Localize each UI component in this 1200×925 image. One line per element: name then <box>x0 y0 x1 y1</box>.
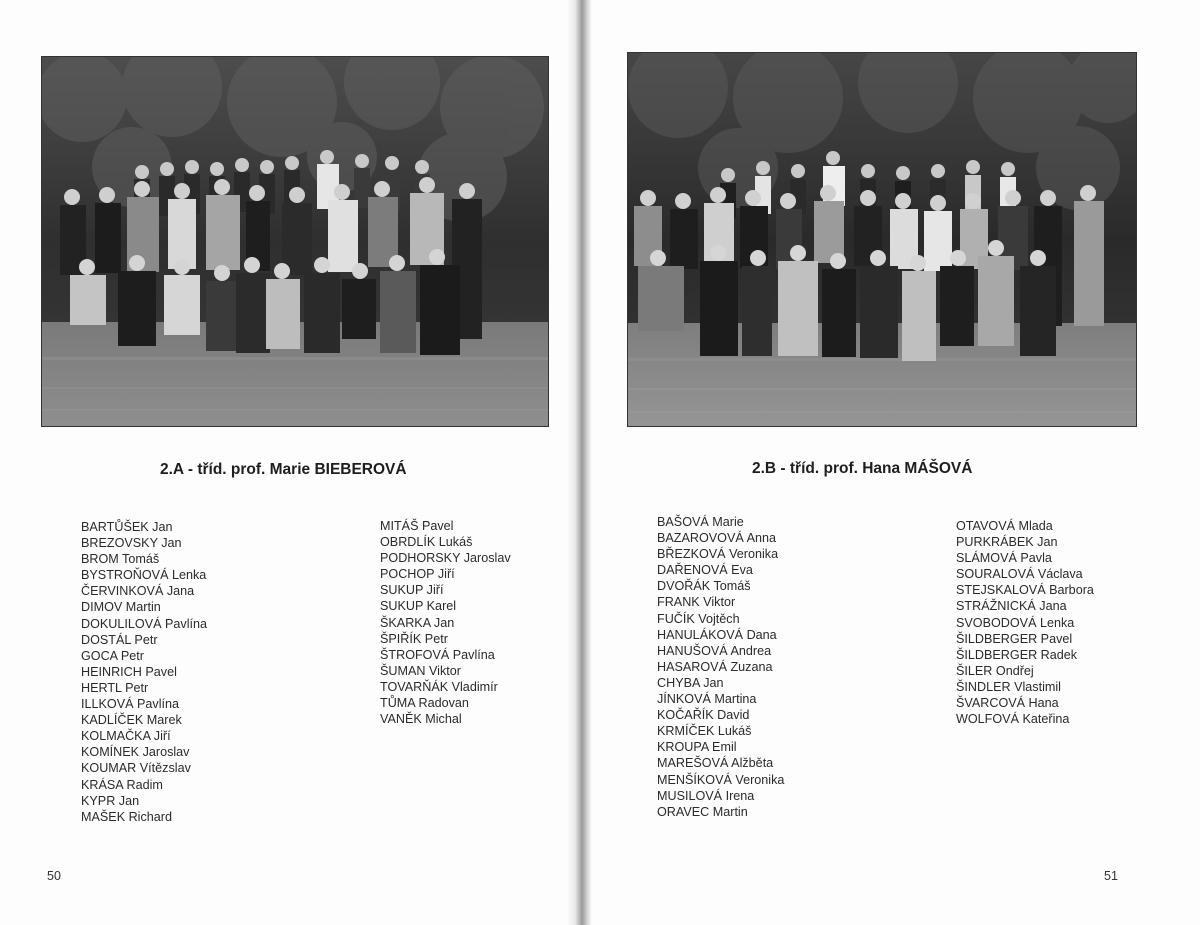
student-name: MENŠÍKOVÁ Veronika <box>657 772 785 787</box>
class-photo <box>41 56 549 427</box>
student-name: ILLKOVÁ Pavlína <box>81 697 180 712</box>
student-name: KOMÍNEK Jaroslav <box>81 745 190 760</box>
student-name: BARTŮŠEK Jan <box>81 520 173 534</box>
photo-image <box>628 53 1136 426</box>
class-photo <box>627 52 1137 427</box>
student-name: ŠKARKA Jan <box>380 615 455 630</box>
student-name: ŠVARCOVÁ Hana <box>956 696 1059 711</box>
student-name: KOLMAČKA Jiří <box>81 729 171 744</box>
student-name: MAŠEK Richard <box>81 809 172 824</box>
student-list-column-1 <box>657 514 784 820</box>
student-name: DOSTÁL Petr <box>81 632 158 647</box>
student-list-column-2 <box>956 518 1094 727</box>
student-name: BAZAROVOVÁ Anna <box>657 531 776 546</box>
student-name: KADLÍČEK Marek <box>81 713 182 728</box>
student-name: DOKULILOVÁ Pavlína <box>81 616 207 631</box>
student-name: HANULÁKOVÁ Dana <box>657 627 777 642</box>
student-name: MITÁŠ Pavel <box>380 519 454 533</box>
student-name: ŠTROFOVÁ Pavlína <box>380 647 495 662</box>
student-name: PURKRÁBEK Jan <box>956 535 1058 550</box>
student-name: STRÁŽNICKÁ Jana <box>956 599 1067 614</box>
student-name: ŠILDBERGER Radek <box>956 647 1078 662</box>
student-name: VANĚK Michal <box>380 712 462 727</box>
photo-image <box>42 57 548 426</box>
student-name: KROUPA Emil <box>657 740 737 755</box>
class-heading: 2.A - tříd. prof. Marie BIEBEROVÁ <box>160 461 407 478</box>
student-name: CHYBA Jan <box>657 675 724 690</box>
student-name: WOLFOVÁ Kateřina <box>956 712 1070 727</box>
student-name: KYPR Jan <box>81 793 140 808</box>
student-name: KRMÍČEK Lukáš <box>657 724 752 739</box>
student-name: BAŠOVÁ Marie <box>657 515 744 529</box>
student-name: BROM Tomáš <box>81 552 160 567</box>
student-name: BŘEZKOVÁ Veronika <box>657 547 779 562</box>
student-name: TŮMA Radovan <box>380 696 469 711</box>
student-name: HASAROVÁ Zuzana <box>657 659 773 674</box>
student-name: OTAVOVÁ Mlada <box>956 519 1053 533</box>
student-name: ŠILDBERGER Pavel <box>956 631 1073 646</box>
student-name: ŠUMAN Viktor <box>380 663 461 678</box>
student-name: KOUMAR Vítězslav <box>81 761 191 776</box>
student-name: SUKUP Jiří <box>380 583 444 598</box>
left-page <box>0 0 580 925</box>
student-name: FRANK Viktor <box>657 595 736 610</box>
student-name: OBRDLÍK Lukáš <box>380 535 473 550</box>
student-name: ŠPIŘÍK Petr <box>380 631 448 646</box>
student-list-column-2 <box>380 518 511 727</box>
student-name: JÍNKOVÁ Martina <box>657 692 757 707</box>
student-name: ŠINDLER Vlastimil <box>956 679 1061 694</box>
class-heading: 2.B - tříd. prof. Hana MÁŠOVÁ <box>752 460 973 477</box>
student-name: ORAVEC Martin <box>657 804 748 819</box>
student-name: SOURALOVÁ Václava <box>956 567 1083 582</box>
right-page <box>592 0 1200 925</box>
student-name: DAŘENOVÁ Eva <box>657 563 753 578</box>
student-name: BYSTROŇOVÁ Lenka <box>81 568 207 583</box>
student-name: SLÁMOVÁ Pavla <box>956 551 1052 566</box>
student-list-column-1 <box>81 519 207 825</box>
student-name: ŠILER Ondřej <box>956 663 1034 678</box>
page-number: 50 <box>47 869 61 883</box>
student-name: DVOŘÁK Tomáš <box>657 579 751 594</box>
student-name: TOVARŇÁK Vladimír <box>380 679 498 694</box>
student-name: STEJSKALOVÁ Barbora <box>956 583 1094 598</box>
student-name: HERTL Petr <box>81 680 149 695</box>
student-name: FUČÍK Vojtěch <box>657 611 740 626</box>
student-name: PODHORSKY Jaroslav <box>380 551 511 566</box>
student-name: SUKUP Karel <box>380 599 457 614</box>
book-gutter <box>566 0 592 925</box>
student-name: SVOBODOVÁ Lenka <box>956 615 1075 630</box>
student-name: HANUŠOVÁ Andrea <box>657 643 772 658</box>
student-name: KOČAŘÍK David <box>657 708 750 723</box>
student-name: MAREŠOVÁ Alžběta <box>657 756 774 771</box>
student-name: GOCA Petr <box>81 648 144 663</box>
student-name: KRÁSA Radim <box>81 777 163 792</box>
student-name: MUSILOVÁ Irena <box>657 788 755 803</box>
page-number: 51 <box>1104 869 1118 883</box>
student-name: HEINRICH Pavel <box>81 664 177 679</box>
student-name: POCHOP Jiří <box>380 567 455 582</box>
student-name: ČERVINKOVÁ Jana <box>81 584 195 599</box>
student-name: BREZOVSKY Jan <box>81 536 182 551</box>
student-name: DIMOV Martin <box>81 600 161 615</box>
